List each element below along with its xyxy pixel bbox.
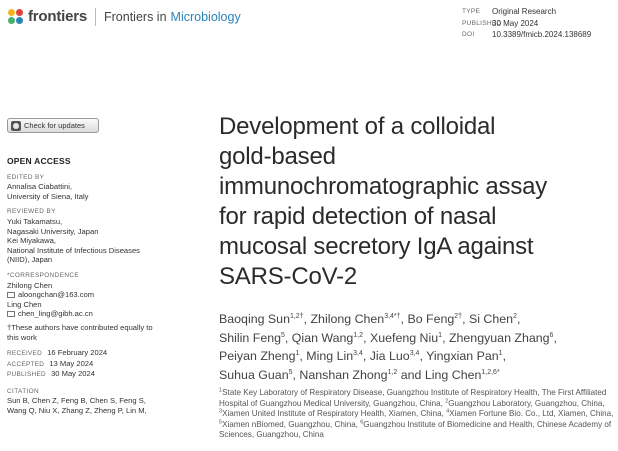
affil-sup: 4: [446, 408, 450, 415]
date-key: ACCEPTED: [7, 360, 45, 368]
editor-affiliation: University of Siena, Italy: [7, 191, 89, 201]
correspondence-label: *CORRESPONDENCE: [7, 271, 80, 279]
meta-key: PUBLISHED: [462, 19, 502, 27]
date-key: RECEIVED: [7, 350, 43, 358]
affil-text: Guangzhou Institute of Biomedicine and Health, Chinese Academy of Sciences, Guangzhou, China: [219, 419, 612, 440]
corresponding-author: Zhilong Chen: [7, 280, 53, 290]
author-sup: 6: [549, 331, 554, 339]
affil-text: Xiamen United Institute of Respiratory Health, Xiamen, China,: [222, 409, 447, 419]
author-name[interactable]: Suhua Guan: [219, 367, 289, 382]
reviewed-by-label: REVIEWED BY: [7, 208, 56, 216]
meta-type: [462, 6, 591, 18]
title-line: Development of a colloidal: [219, 113, 496, 140]
email-link[interactable]: [7, 290, 177, 300]
email-address: aloongchan@163.com: [18, 290, 95, 300]
author-name[interactable]: Nanshan Zhong: [299, 367, 388, 382]
author-sup: 2: [513, 312, 517, 320]
author-name[interactable]: Jia Luo: [369, 349, 410, 364]
corresponding-author: Ling Chen: [7, 299, 42, 309]
logo-text: frontiers: [28, 8, 88, 25]
author-sup: 1,2: [387, 368, 398, 376]
author-sup: 1: [295, 350, 300, 358]
title-line: immunochromatographic assay: [219, 173, 548, 200]
author-line: Baoqing Sun$^{1,2\dagger}$, Zhilong Chen$^{3,4*\dagger}$, Bo Feng$^{2\dagger}$, Si Chen$^2$,: [219, 312, 521, 326]
author-name[interactable]: Baoqing Sun: [219, 312, 290, 326]
reviewer-line: Yuki Takamatsu,: [7, 216, 63, 226]
equal-contribution-note: this work: [7, 332, 37, 342]
article-title: [219, 112, 609, 292]
author-sup: 3,4*†: [384, 312, 401, 320]
affil-sup: 2: [445, 397, 449, 404]
author-list: [219, 310, 611, 384]
affil-sup: 3: [219, 408, 223, 415]
meta-doi: [462, 29, 591, 41]
affiliations: [219, 388, 614, 441]
author-line: Peiyan Zheng$^1$, Ming Lin$^{3,4}$, Jia Luo$^{3,4}$, Yingxian Pan$^1$,: [219, 349, 507, 364]
frontiers-logo[interactable]: [8, 8, 87, 25]
author-sup: 5: [288, 368, 293, 376]
reviewer-line: Kei Miyakawa,: [7, 236, 56, 246]
reviewer-line: National Institute of Infectious Diseases: [7, 245, 140, 255]
author-sup: 1: [438, 331, 443, 339]
author-name[interactable]: Shilin Feng: [219, 330, 281, 345]
author-name[interactable]: Ling Chen: [424, 367, 482, 382]
date-value: 13 May 2024: [49, 358, 94, 368]
author-sup: 3,4: [409, 350, 420, 358]
affil-text: State Key Laboratory of Respiratory Disease, Guangzhou Institute of Respiratory Health, The First Affiliated Hospital of Guangzhou Medical University, Guangzhou, China,: [219, 388, 607, 408]
author-sup: 1: [498, 350, 503, 358]
open-access-label: OPEN ACCESS: [7, 156, 71, 166]
author-name[interactable]: Qian Wang: [291, 330, 354, 345]
title-line: for rapid detection of nasal: [219, 203, 497, 230]
journal-prefix: Frontiers in: [104, 10, 167, 24]
equal-contribution-note: †These authors have contributed equally to: [7, 322, 153, 332]
author-name[interactable]: Peiyan Zheng: [219, 349, 296, 364]
email-address: chen_ling@gibh.ac.cn: [18, 309, 93, 319]
envelope-icon: [7, 292, 15, 298]
citation-label: CITATION: [7, 387, 40, 395]
date-received: [7, 348, 177, 359]
meta-value: 30 May 2024: [492, 18, 539, 28]
author-name[interactable]: Zhengyuan Zhang: [448, 330, 550, 345]
affil-text: Xiamen nBiomed, Guangzhou, China,: [222, 419, 361, 429]
check-for-updates-label: Check for updates: [24, 121, 85, 130]
author-sup: 2†: [454, 312, 463, 320]
email-link[interactable]: [7, 309, 177, 319]
author-line: Shilin Feng$^5$, Qian Wang$^{1,2}$, Xuefeng Niu$^1$, Zhengyuan Zhang$^6$,: [219, 330, 557, 345]
title-line: SARS-CoV-2: [219, 263, 358, 290]
frontiers-logo-icon: [8, 9, 24, 25]
date-published: [7, 369, 177, 380]
edited-by-label: EDITED BY: [7, 173, 45, 181]
title-line: mucosal secretory IgA against: [219, 233, 534, 260]
sidebar: [7, 157, 177, 416]
meta-value: Original Research: [492, 7, 557, 16]
author-name[interactable]: Yingxian Pan: [426, 349, 499, 364]
meta-key: TYPE: [462, 8, 481, 15]
author-sup: 1,2†: [289, 312, 304, 320]
reviewer-line: Nagasaki University, Japan: [7, 226, 99, 236]
author-name[interactable]: Ming Lin: [306, 349, 354, 364]
check-for-updates-button[interactable]: [7, 118, 99, 133]
update-icon: [11, 121, 21, 131]
date-value: 30 May 2024: [51, 369, 95, 379]
meta-key: DOI: [462, 31, 475, 38]
editor-name: Annalisa Ciabattini,: [7, 182, 73, 192]
article-meta: [462, 6, 591, 41]
envelope-icon: [7, 311, 15, 317]
citation-line: Wang Q, Niu X, Zhang Z, Zheng P, Lin M,: [7, 406, 147, 416]
author-name[interactable]: Xuefeng Niu: [369, 330, 439, 345]
affil-sup: 5: [219, 419, 223, 426]
affil-sup: 6: [360, 419, 364, 426]
meta-published: [462, 18, 591, 30]
citation-line: Sun B, Chen Z, Feng B, Chen S, Feng S,: [7, 396, 146, 406]
title-line: gold-based: [219, 143, 336, 170]
author-sup: 5: [281, 331, 285, 339]
doi-link[interactable]: 10.3389/fmicb.2024.138689: [492, 30, 592, 39]
author-name[interactable]: Bo Feng: [407, 312, 455, 326]
date-value: 16 February 2024: [47, 348, 108, 358]
author-sup: 1,2: [353, 331, 364, 339]
author-name[interactable]: Zhilong Chen: [310, 312, 385, 326]
affil-text: Guangzhou Laboratory, Guangzhou, China,: [448, 398, 605, 408]
affil-text: Xiamen Fortune Bio. Co., Ltd, Xiamen, China,: [449, 409, 614, 419]
journal-field: Microbiology: [170, 10, 241, 24]
author-name[interactable]: Si Chen: [468, 312, 514, 326]
journal-name[interactable]: [95, 8, 241, 26]
affil-sup: 1: [219, 387, 223, 394]
date-accepted: [7, 359, 177, 370]
reviewer-line: (NIID), Japan: [7, 255, 53, 265]
date-key: PUBLISHED: [7, 371, 46, 379]
author-sup: 3,4: [353, 350, 363, 358]
author-line: Suhua Guan$^5$, Nanshan Zhong$^{1,2}$ and Ling Chen$^{1,2,6*}$: [219, 367, 500, 382]
author-sup: 1,2,6*: [481, 368, 500, 376]
